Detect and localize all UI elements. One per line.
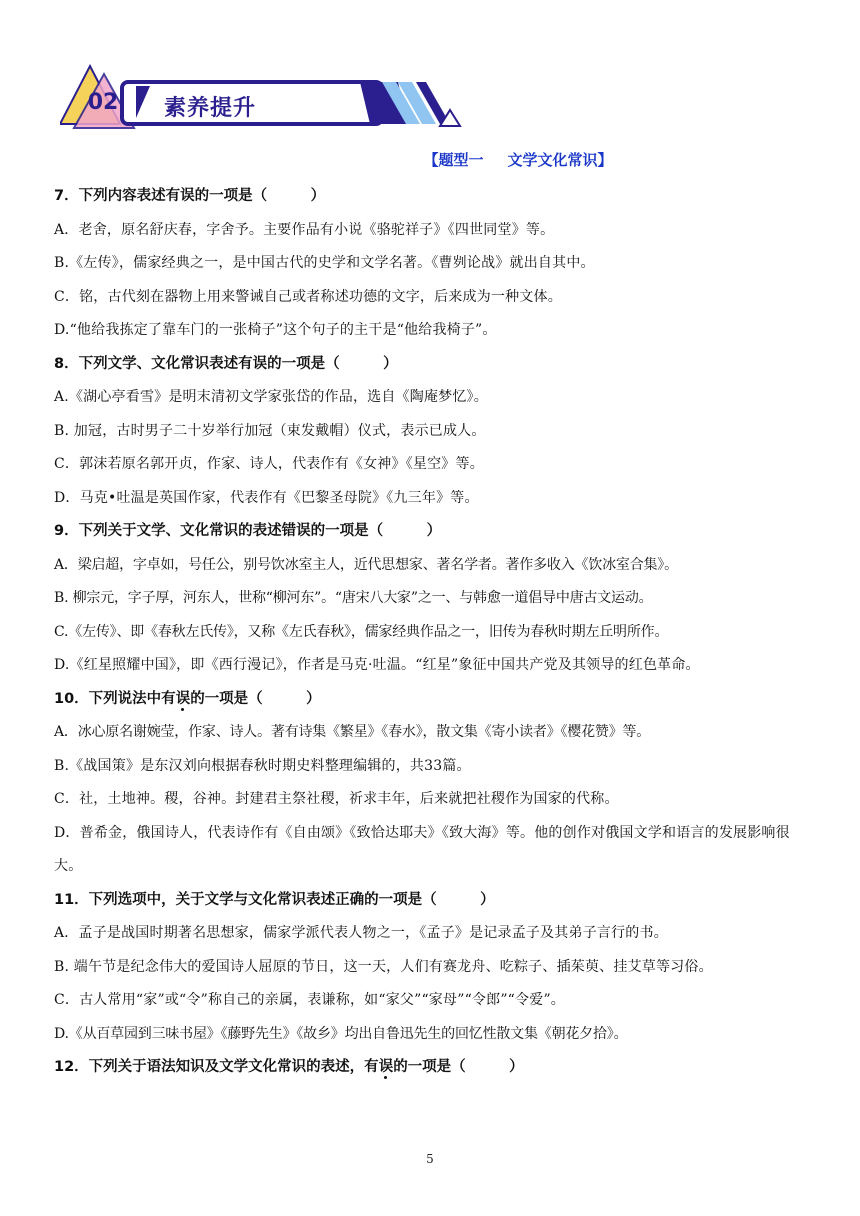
question-7-option-c: C．铭，古代刻在器物上用来警诫自己或者称述功德的文字，后来成为一种文体。 xyxy=(54,288,562,305)
question-12-stem-emphasis: 误 xyxy=(378,1059,394,1075)
question-7-stem: 7．下列内容表述有误的一项是（ ） xyxy=(54,188,326,204)
question-10-option-c: C．社，土地神。稷，谷神。封建君主祭社稷，祈求丰年，后来就把社稷作为国家的代称。 xyxy=(54,791,619,807)
question-8-option-d: D．马克•吐温是英国作家，代表作有《巴黎圣母院》《九三年》等。 xyxy=(54,489,479,506)
question-10-option-a: A．冰心原名谢婉莹，作家、诗人。著有诗集《繁星》《春水》，散文集《寄小读者》《樱花赞》等。 xyxy=(54,724,651,740)
banner-number: 02 xyxy=(87,90,119,115)
section-label-left: 【题型一 xyxy=(423,151,484,169)
section-banner xyxy=(60,60,470,140)
question-9-stem: 9．下列关于文学、文化常识的表述错误的一项是（ ） xyxy=(54,523,442,539)
question-10-stem-post: 的一项是（ ） xyxy=(190,690,321,707)
question-9-option-d: D.《红星照耀中国》，即《西行漫记》，作者是马克·吐温。“红星”象征中国共产党及其领导的红色革命。 xyxy=(54,657,700,673)
banner-title: 素养提升 xyxy=(164,96,257,121)
question-10-stem xyxy=(54,683,814,717)
question-7-option-d: D.“他给我拣定了靠车门的一张椅子”这个句子的主干是“他给我椅子”。 xyxy=(54,322,497,338)
question-12-stem-post: 的一项是（ ） xyxy=(393,1059,524,1075)
question-8-stem: 8．下列文学、文化常识表述有误的一项是（ ） xyxy=(54,355,398,372)
question-11-stem: 11．下列选项中，关于文学与文化常识表述正确的一项是（ ） xyxy=(54,891,495,908)
question-12-stem-pre: 12．下列关于语法知识及文学文化常识的表述，有 xyxy=(54,1059,379,1075)
question-9-option-a: A．梁启超，字卓如，号任公，别号饮冰室主人，近代思想家、著名学者。著作多收入《饮冰室合集》。 xyxy=(54,556,678,573)
question-10-option-d: D．普希金，俄国诗人，代表诗作有《自由颂》《致恰达耶夫》《致大海》等。他的创作对俄国文学和语言的发展影响很大。 xyxy=(54,824,790,874)
question-11-option-c: C．古人常用“家”或“令”称自己的亲属，表谦称，如“家父”“家母”“令郎”“令爱”。 xyxy=(54,992,565,1008)
question-8-option-a: A.《湖心亭看雪》是明末清初文学家张岱的作品，选自《陶庵梦忆》。 xyxy=(54,389,488,405)
question-10-stem-emphasis: 误 xyxy=(175,690,191,707)
question-10-stem-pre: 10．下列说法中有 xyxy=(54,690,176,707)
question-9-option-b: B. 柳宗元，字子厚，河东人，世称“柳河东”。“唐宋八大家”之一、与韩愈一道倡导中唐古文运动。 xyxy=(54,590,653,606)
question-11-option-d: D.《从百草园到三味书屋》《藤野先生》《故乡》均出自鲁迅先生的回忆性散文集《朝花夕拾》。 xyxy=(54,1025,628,1042)
section-label-right: 文学文化常识】 xyxy=(507,151,613,169)
question-8-option-b: B. 加冠，古时男子二十岁举行加冠（束发戴帽）仪式，表示已成人。 xyxy=(54,422,486,439)
question-10-option-b: B.《战国策》是东汉刘向根据春秋时期史料整理编辑的，共33篇。 xyxy=(54,757,471,774)
question-11-option-a: A．孟子是战国时期著名思想家，儒家学派代表人物之一，《孟子》是记录孟子及其弟子言行的书。 xyxy=(54,925,668,941)
question-7-option-b: B.《左传》，儒家经典之一，是中国古代的史学和文学名著。《曹刿论战》就出自其中。 xyxy=(54,255,595,271)
section-title xyxy=(0,149,860,170)
question-7-option-a: A．老舍，原名舒庆春，字舍予。主要作品有小说《骆驼祥子》《四世同堂》等。 xyxy=(54,221,555,238)
question-12-stem xyxy=(54,1051,814,1085)
page-number: 5 xyxy=(426,1152,434,1166)
question-11-option-b: B. 端午节是纪念伟大的爱国诗人屈原的节日，这一天，人们有赛龙舟、吃粽子、插茱萸、挂艾草等习俗。 xyxy=(54,958,713,975)
question-9-option-c: C.《左传》、即《春秋左氏传》，又称《左氏春秋》，儒家经典作品之一，旧传为春秋时期左丘明所作。 xyxy=(54,623,669,640)
question-8-option-c: C．郭沫若原名郭开贞，作家、诗人，代表作有《女神》《星空》等。 xyxy=(54,456,484,472)
question-list xyxy=(54,180,814,1085)
